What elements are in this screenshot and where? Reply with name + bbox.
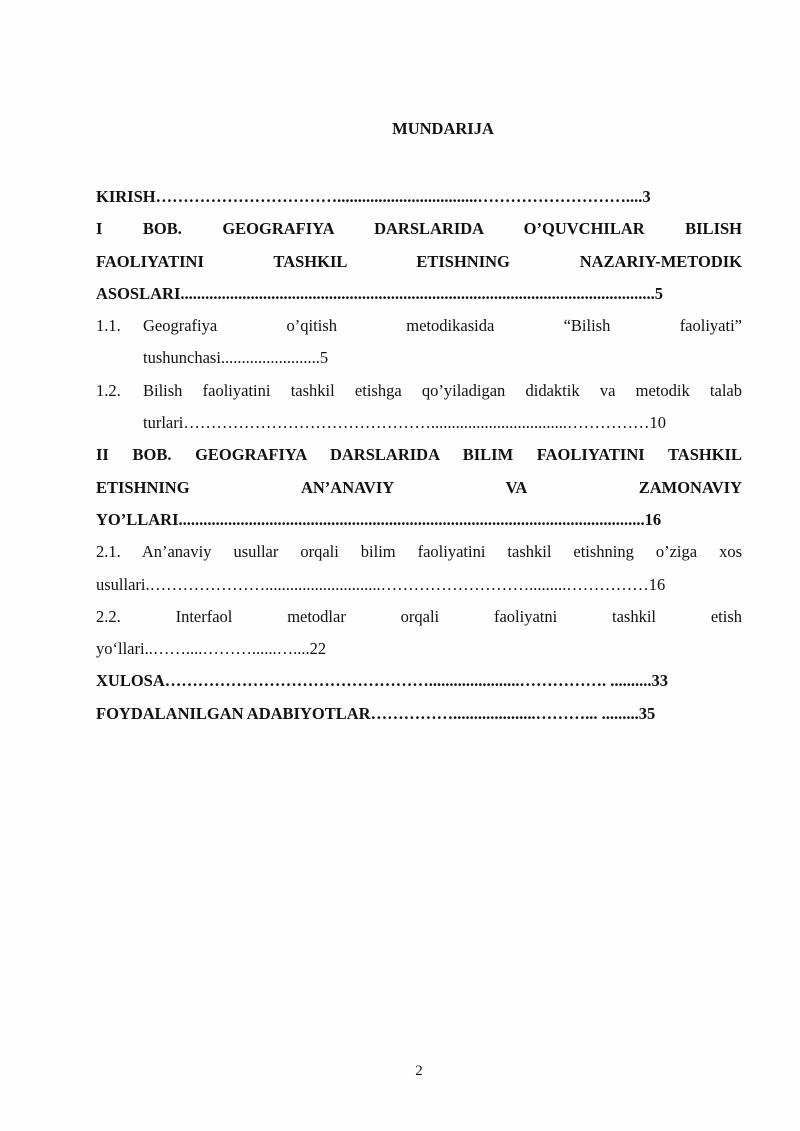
toc-entry-1-1-cont: tushunchasi........................5 (143, 348, 329, 368)
toc-entry-2-2-cont: yo‘llari..……....………......…....22 (96, 639, 327, 659)
section-title: Bilish faoliyatini tashkil etishga qo’yiladigan didaktik va metodik talab (143, 380, 742, 400)
toc-entry-2-1-cont: usullari.…………………............................……………………….........……………16 (96, 574, 666, 594)
toc-entry-2-1: 2.1. An’anaviy usullar orqali bilim faoliyatini tashkil etishning o’ziga xos (96, 542, 742, 562)
toc-entry-2-2: 2.2. Interfaol metodlar orqali faoliyatni tashkil etish (96, 606, 742, 626)
toc-entry-xulosa: XULOSA…………………………………………......................……………. ..........33 (96, 671, 669, 691)
toc-entry-bob2-line3: YO’LLARI.................................................................................................................16 (96, 509, 662, 529)
toc-entry-bob1-line3: ASOSLARI...................................................................................................................5 (96, 283, 663, 303)
page-number: 2 (415, 1063, 423, 1079)
toc-entry-bob1-line2: FAOLIYATINI TASHKIL ETISHNING NAZARIY-METODIK (96, 251, 742, 271)
table-of-contents (96, 181, 742, 730)
toc-entry-kirish: KIRISH……………………………..................................………………………....3 (96, 187, 651, 206)
toc-entry-1-1 (96, 310, 742, 342)
toc-entry-bob2-line1: II BOB. GEOGRAFIYA DARSLARIDA BILIM FAOLIYATINI TASHKIL (96, 445, 742, 465)
toc-entry-1-2 (96, 375, 742, 407)
toc-heading: MUNDARIJA (392, 119, 494, 138)
toc-entry-1-2-cont: turlari……………………………………….................................……………10 (143, 413, 666, 433)
toc-entry-bob1-line1: I BOB. GEOGRAFIYA DARSLARIDA O’QUVCHILAR BILISH (96, 219, 742, 239)
section-number: 1.2. (96, 380, 121, 400)
toc-entry-foydalanilgan-adabiyotlar: FOYDALANILGAN ADABIYOTLAR……………....................………... .........35 (96, 703, 656, 723)
section-number: 1.1. (96, 316, 121, 336)
section-title: Geografiya o’qitish metodikasida “Bilish faoliyati” (143, 316, 742, 336)
toc-entry-bob2-line2: ETISHNING AN’ANAVIY VA ZAMONAVIY (96, 477, 742, 497)
